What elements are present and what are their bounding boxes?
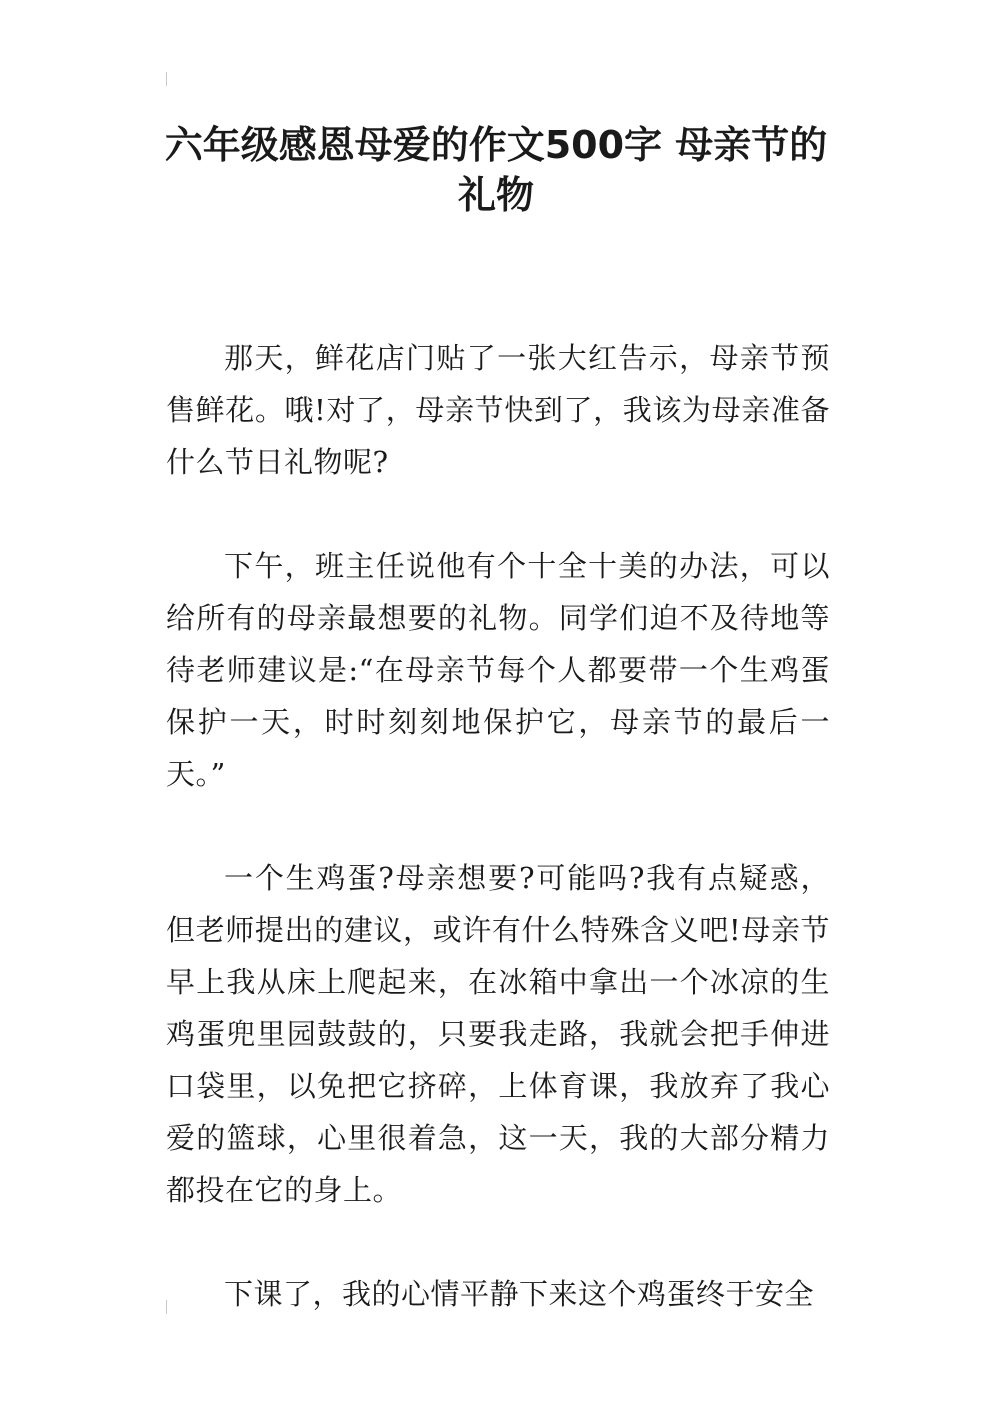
crop-mark-top — [166, 72, 167, 86]
paragraph-3: 一个生鸡蛋?母亲想要?可能吗?我有点疑惑，但老师提出的建议，或许有什么特殊含义吧!母亲节早上我从床上爬起来，在冰箱中拿出一个冰凉的生鸡蛋兜里园鼓鼓的，只要我走路，我就会把手伸进口袋里，以免把它挤碎，上体育课，我放弃了我心爱的篮球，心里很着急，这一天，我的大部分精力都投在它的身上。 — [166, 861, 830, 1207]
document-title: 六年级感恩母爱的作文500字 母亲节的礼物 — [164, 123, 828, 217]
paragraph-2: 下午，班主任说他有个十全十美的办法，可以给所有的母亲最想要的礼物。同学们迫不及待地等待老师建议是:“在母亲节每个人都要带一个生鸡蛋保护一天，时时刻刻地保护它，母亲节的最后一天。” — [166, 549, 830, 791]
paragraph-4: 下课了，我的心情平静下来这个鸡蛋终于安全 — [224, 1277, 815, 1311]
paragraph-1: 那天，鲜花店门贴了一张大红告示，母亲节预售鲜花。哦!对了，母亲节快到了，我该为母亲准备什么节日礼物呢? — [166, 341, 830, 479]
crop-mark-bottom — [166, 1300, 167, 1314]
document-body — [166, 332, 830, 1372]
